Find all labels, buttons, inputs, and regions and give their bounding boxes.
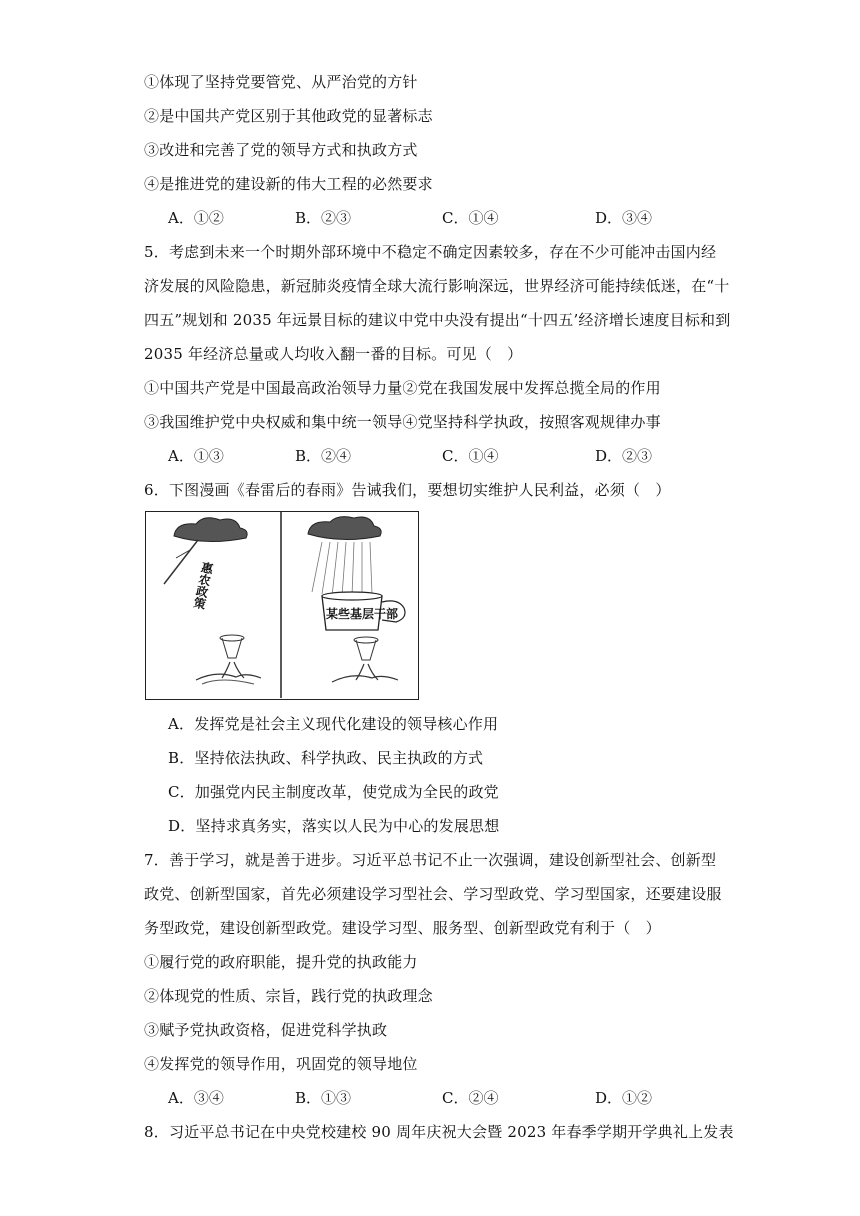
q5-item-1: ①中国共产党是中国最高政治领导力量②党在我国发展中发挥总揽全局的作用 [144, 379, 661, 397]
q8-stem-line-1: 8．习近平总书记在中央党校建校 90 周年庆祝大会暨 2023 年春季学期开学典礼上发表 [144, 1123, 734, 1141]
q5-option-b: B．②④ [295, 447, 352, 465]
q4-option-c: C．①④ [442, 209, 499, 227]
q4-option-b: B．②③ [295, 209, 352, 227]
q7-option-c: C．②④ [442, 1089, 499, 1107]
q7-item-3: ③赋予党执政资格，促进党科学执政 [144, 1021, 388, 1039]
cartoon-left-label: 惠农政策 [191, 560, 215, 611]
q5-stem-line-4: 2035 年经济总量或人均收入翻一番的目标。可见（ ） [144, 345, 523, 363]
q7-item-4: ④发挥党的领导作用，巩固党的领导地位 [144, 1055, 418, 1073]
q4-item-2: ②是中国共产党区别于其他政党的显著标志 [144, 107, 433, 125]
q5-item-2: ③我国维护党中央权威和集中统一领导④党坚持科学执政，按照客观规律办事 [144, 413, 661, 431]
q4-option-d: D．③④ [595, 209, 653, 227]
q7-item-1: ①履行党的政府职能，提升党的执政能力 [144, 953, 418, 971]
right-cloud-icon [308, 517, 381, 540]
q5-stem-line-3: 四五”规划和 2035 年远景目标的建议中党中央没有提出“十四五’经济增长速度目标和到 [144, 311, 731, 329]
q5-option-c: C．①④ [442, 447, 499, 465]
q4-item-4: ④是推进党的建设新的伟大工程的必然要求 [144, 175, 433, 193]
q7-stem-line-2: 政党、创新型国家，首先必须建设学习型社会、学习型政党、学习型国家，还要建设服 [144, 885, 722, 903]
q6-stem: 6．下图漫画《春雷后的春雨》告诫我们，要想切实维护人民利益，必须（ ） [144, 481, 671, 499]
q7-stem-line-3: 务型政党，建设创新型政党。建设学习型、服务型、创新型政党有利于（ ） [144, 919, 661, 937]
q5-option-d: D．②③ [595, 447, 653, 465]
q5-stem-line-2: 济发展的风险隐患，新冠肺炎疫情全球大流行影响深远，世界经济可能持续低迷，在“十 [144, 277, 730, 295]
q6-cartoon-image [145, 511, 419, 700]
q5-option-a: A．①③ [168, 447, 224, 465]
q7-option-d: D．①② [595, 1089, 653, 1107]
q7-option-b: B．①③ [295, 1089, 352, 1107]
q4-option-a: A．①② [168, 209, 224, 227]
q6-option-a: A．发挥党是社会主义现代化建设的领导核心作用 [168, 715, 499, 733]
q7-stem-line-1: 7．善于学习，就是善于进步。习近平总书记不止一次强调，建设创新型社会、创新型 [144, 851, 717, 869]
q7-option-a: A．③④ [168, 1089, 224, 1107]
q4-item-3: ③改进和完善了党的领导方式和执政方式 [144, 141, 418, 159]
cartoon-right-label: 某些基层干部 [326, 607, 399, 621]
q4-item-1: ①体现了坚持党要管党、从严治党的方针 [144, 73, 418, 91]
left-cloud-icon [174, 518, 247, 542]
q6-option-c: C．加强党内民主制度改革，使党成为全民的政党 [168, 783, 499, 801]
q5-stem-line-1: 5．考虑到未来一个时期外部环境中不稳定不确定因素较多，存在不少可能冲击国内经 [144, 243, 717, 261]
q6-option-d: D．坚持求真务实，落实以人民为中心的发展思想 [168, 817, 500, 835]
q7-item-2: ②体现党的性质、宗旨，践行党的执政理念 [144, 987, 433, 1005]
q6-option-b: B．坚持依法执政、科学执政、民主执政的方式 [168, 749, 484, 767]
